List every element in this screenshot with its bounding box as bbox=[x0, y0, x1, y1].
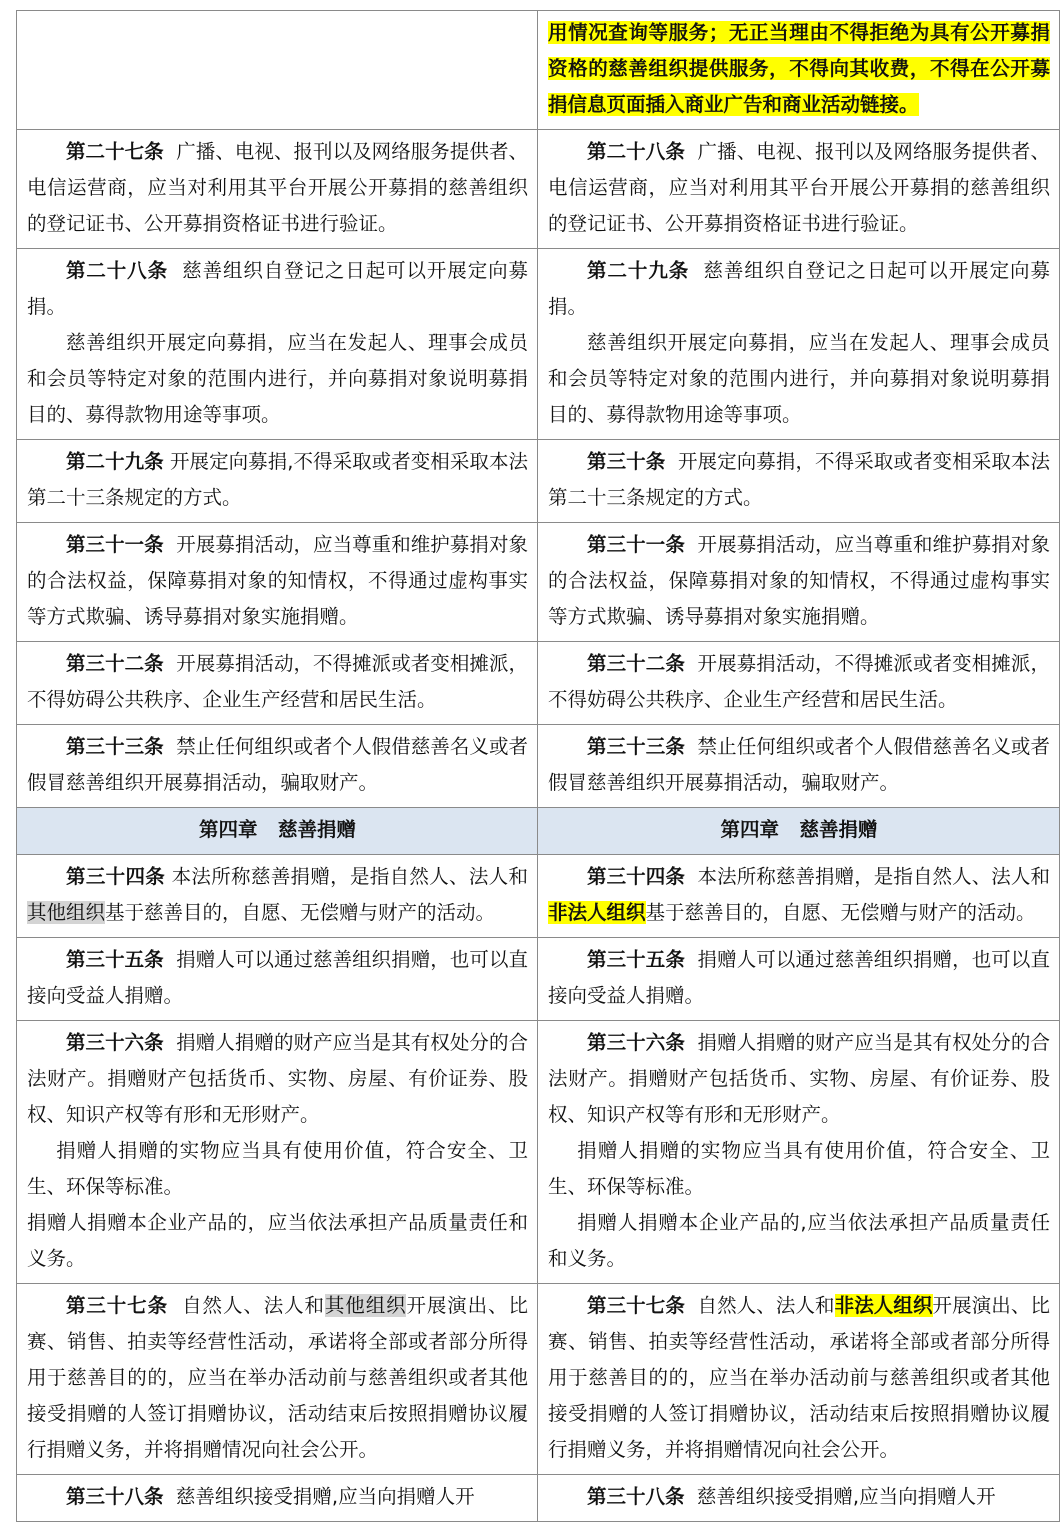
highlighted-text: 用情况查询等服务；无正当理由不得拒绝为具有公开募捐资格的慈善组织提供服务，不得向其收费，不得在公开募捐信息页面插入商业广告和商业活动链接。 bbox=[548, 21, 1050, 116]
article-text: 开展募捐活动，不得摊派或者变相摊派，不得妨碍公共秩序、企业生产经营和居民生活。 bbox=[548, 652, 1050, 711]
old-text-cell bbox=[17, 855, 538, 938]
article-number: 第三十五条 bbox=[66, 948, 164, 971]
article-paragraph: 捐赠人捐赠本企业产品的，应当依法承担产品质量责任和义务。 bbox=[27, 1211, 528, 1270]
table-row bbox=[17, 440, 1060, 523]
changed-term-new: 非法人组织 bbox=[548, 901, 646, 924]
article-number: 第三十条 bbox=[587, 450, 666, 473]
old-text-cell bbox=[17, 523, 538, 642]
old-text-cell bbox=[17, 1475, 538, 1522]
changed-term-old: 其他组织 bbox=[27, 901, 106, 924]
old-text-cell bbox=[17, 725, 538, 808]
article-text: 广播、电视、报刊以及网络服务提供者、电信运营商，应当对利用其平台开展公开募捐的慈善组织的登记证书、公开募捐资格证书进行验证。 bbox=[27, 140, 528, 235]
article-number: 第二十九条 bbox=[66, 450, 164, 473]
chapter-heading-new bbox=[538, 808, 1060, 855]
new-text-cell bbox=[538, 1021, 1060, 1284]
chapter-title: 慈善捐赠 bbox=[799, 818, 878, 841]
article-number: 第三十三条 bbox=[66, 735, 164, 758]
chapter-row bbox=[17, 808, 1060, 855]
table-row bbox=[17, 855, 1060, 938]
new-text-cell bbox=[538, 11, 1060, 130]
article-text: 禁止任何组织或者个人假借慈善名义或者假冒慈善组织开展募捐活动，骗取财产。 bbox=[548, 735, 1050, 794]
article-number: 第三十二条 bbox=[587, 652, 685, 675]
article-text: 捐赠人捐赠的财产应当是其有权处分的合法财产。捐赠财产包括货币、实物、房屋、有价证券、股权、知识产权等有形和无形财产。 bbox=[548, 1031, 1050, 1126]
article-text: 禁止任何组织或者个人假借慈善名义或者假冒慈善组织开展募捐活动，骗取财产。 bbox=[27, 735, 528, 794]
article-text: 慈善组织接受捐赠,应当向捐赠人开 bbox=[175, 1485, 475, 1508]
article-text: 慈善组织自登记之日起可以开展定向募捐。 bbox=[548, 259, 1050, 318]
article-number: 第三十六条 bbox=[587, 1031, 685, 1054]
article-number: 第二十七条 bbox=[66, 140, 164, 163]
table-row bbox=[17, 1284, 1060, 1475]
article-text: 自然人、法人和 bbox=[182, 1294, 325, 1317]
article-number: 第三十八条 bbox=[587, 1485, 685, 1508]
old-text-cell bbox=[17, 642, 538, 725]
old-text-cell bbox=[17, 938, 538, 1021]
new-text-cell bbox=[538, 440, 1060, 523]
new-text-cell bbox=[538, 1284, 1060, 1475]
old-text-cell bbox=[17, 11, 538, 130]
article-number: 第三十二条 bbox=[66, 652, 164, 675]
old-text-cell bbox=[17, 130, 538, 249]
article-number: 第三十四条 bbox=[587, 865, 685, 888]
table-row bbox=[17, 938, 1060, 1021]
article-number: 第三十七条 bbox=[66, 1294, 168, 1317]
new-text-cell bbox=[538, 642, 1060, 725]
article-paragraph: 慈善组织开展定向募捐，应当在发起人、理事会成员和会员等特定对象的范围内进行，并向募捐对象说明募捐目的、募得款物用途等事项。 bbox=[27, 331, 528, 426]
table-row bbox=[17, 11, 1060, 130]
article-paragraph: 捐赠人捐赠本企业产品的,应当依法承担产品质量责任和义务。 bbox=[548, 1211, 1050, 1270]
article-text: 开展募捐活动，应当尊重和维护募捐对象的合法权益，保障募捐对象的知情权，不得通过虚构事实等方式欺骗、诱导募捐对象实施捐赠。 bbox=[27, 533, 528, 628]
new-text-cell bbox=[538, 1475, 1060, 1522]
article-text: 基于慈善目的，自愿、无偿赠与财产的活动。 bbox=[645, 901, 1036, 924]
table-row bbox=[17, 1021, 1060, 1284]
article-text: 开展募捐活动，不得摊派或者变相摊派，不得妨碍公共秩序、企业生产经营和居民生活。 bbox=[27, 652, 528, 711]
chapter-heading-old bbox=[17, 808, 538, 855]
article-text: 慈善组织自登记之日起可以开展定向募捐。 bbox=[27, 259, 528, 318]
article-number: 第二十八条 bbox=[587, 140, 685, 163]
new-text-cell bbox=[538, 938, 1060, 1021]
article-text: 开展募捐活动，应当尊重和维护募捐对象的合法权益，保障募捐对象的知情权，不得通过虚构事实等方式欺骗、诱导募捐对象实施捐赠。 bbox=[548, 533, 1050, 628]
article-text: 开展演出、比赛、销售、拍卖等经营性活动，承诺将全部或者部分所得用于慈善目的的，应当在举办活动前与慈善组织或者其他接受捐赠的人签订捐赠协议，活动结束后按照捐赠协议履行捐赠义务，并将捐赠情况向社会公开。 bbox=[548, 1294, 1050, 1461]
article-text: 本法所称慈善捐赠，是指自然人、法人和 bbox=[697, 865, 1050, 888]
comparison-table bbox=[16, 10, 1060, 1522]
article-text: 开展定向募捐，不得采取或者变相采取本法第二十三条规定的方式。 bbox=[548, 450, 1050, 509]
table-row bbox=[17, 249, 1060, 440]
new-text-cell bbox=[538, 249, 1060, 440]
article-text: 捐赠人可以通过慈善组织捐赠，也可以直接向受益人捐赠。 bbox=[548, 948, 1050, 1007]
article-text: 捐赠人捐赠的财产应当是其有权处分的合法财产。捐赠财产包括货币、实物、房屋、有价证券、股权、知识产权等有形和无形财产。 bbox=[27, 1031, 528, 1126]
old-text-cell bbox=[17, 1021, 538, 1284]
article-text: 开展定向募捐,不得采取或者变相采取本法第二十三条规定的方式。 bbox=[27, 450, 528, 509]
article-text: 基于慈善目的，自愿、无偿赠与财产的活动。 bbox=[105, 901, 496, 924]
old-text-cell bbox=[17, 440, 538, 523]
article-number: 第二十八条 bbox=[66, 259, 168, 282]
table-row bbox=[17, 1475, 1060, 1522]
new-text-cell bbox=[538, 130, 1060, 249]
article-number: 第三十一条 bbox=[587, 533, 685, 556]
new-text-cell bbox=[538, 523, 1060, 642]
article-text: 本法所称慈善捐赠，是指自然人、法人和 bbox=[171, 865, 528, 888]
article-text: 广播、电视、报刊以及网络服务提供者、电信运营商，应当对利用其平台开展公开募捐的慈善组织的登记证书、公开募捐资格证书进行验证。 bbox=[548, 140, 1050, 235]
article-number: 第三十四条 bbox=[66, 865, 166, 888]
table-row bbox=[17, 725, 1060, 808]
article-number: 第三十八条 bbox=[66, 1485, 164, 1508]
changed-term-old: 其他组织 bbox=[324, 1294, 407, 1317]
article-number: 第三十六条 bbox=[66, 1031, 164, 1054]
chapter-number: 第四章 bbox=[720, 818, 780, 841]
article-number: 第三十七条 bbox=[587, 1294, 685, 1317]
chapter-title: 慈善捐赠 bbox=[277, 818, 356, 841]
chapter-number: 第四章 bbox=[199, 818, 258, 841]
changed-term-new: 非法人组织 bbox=[834, 1294, 933, 1317]
article-text: 开展演出、比赛、销售、拍卖等经营性活动，承诺将全部或者部分所得用于慈善目的的，应当在举办活动前与慈善组织或者其他接受捐赠的人签订捐赠协议，活动结束后按照捐赠协议履行捐赠义务，并将捐赠情况向社会公开。 bbox=[27, 1294, 528, 1461]
old-text-cell bbox=[17, 1284, 538, 1475]
table-row bbox=[17, 642, 1060, 725]
table-row bbox=[17, 523, 1060, 642]
article-text: 慈善组织接受捐赠,应当向捐赠人开 bbox=[696, 1485, 996, 1508]
article-number: 第三十三条 bbox=[587, 735, 685, 758]
article-number: 第二十九条 bbox=[587, 259, 690, 282]
article-text: 捐赠人可以通过慈善组织捐赠，也可以直接向受益人捐赠。 bbox=[27, 948, 528, 1007]
article-paragraph: 慈善组织开展定向募捐，应当在发起人、理事会成员和会员等特定对象的范围内进行，并向募捐对象说明募捐目的、募得款物用途等事项。 bbox=[548, 331, 1050, 426]
article-paragraph: 捐赠人捐赠的实物应当具有使用价值，符合安全、卫生、环保等标准。 bbox=[27, 1139, 528, 1198]
article-paragraph: 捐赠人捐赠的实物应当具有使用价值，符合安全、卫生、环保等标准。 bbox=[548, 1139, 1050, 1198]
new-text-cell bbox=[538, 725, 1060, 808]
new-text-cell bbox=[538, 855, 1060, 938]
table-row bbox=[17, 130, 1060, 249]
article-text: 自然人、法人和 bbox=[697, 1294, 835, 1317]
old-text-cell bbox=[17, 249, 538, 440]
article-number: 第三十五条 bbox=[587, 948, 685, 971]
article-number: 第三十一条 bbox=[66, 533, 164, 556]
